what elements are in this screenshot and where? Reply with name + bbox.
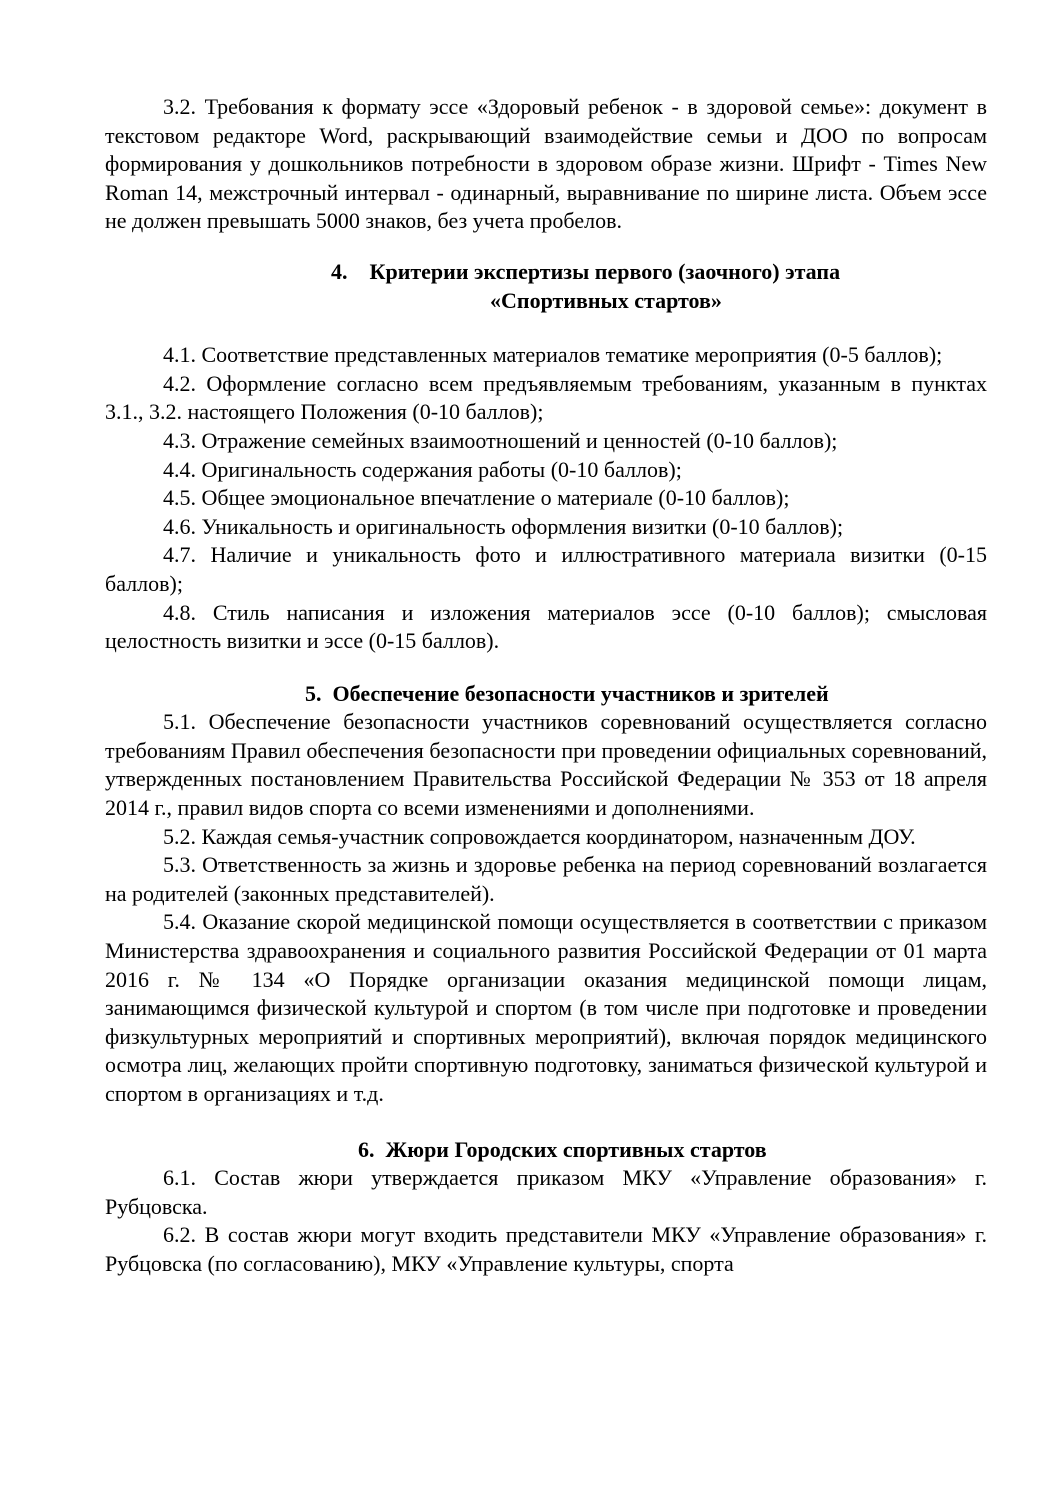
item-5-3: 5.3. Ответственность за жизнь и здоровье ребенка на период соревнований возлагается на родителей (законных представителей).	[105, 852, 987, 906]
paragraph-3-2: 3.2. Требования к формату эссе «Здоровый ребенок - в здоровой семье»: документ в текстовом редакторе Word, раскрывающий взаимодействие семьи и ДОО по вопросам формирования у дошкольников потребности в здоровом образе жизни. Шрифт - Times New Roman 14, межстрочный интервал - одинарный, выравнивание по ширине листа. Объем эссе не должен превышать 5000 знаков, без учета пробелов.	[105, 94, 987, 234]
item-4-2: 4.2. Оформление согласно всем предъявляемым требованиям, указанным в пунктах 3.1., 3.2. настоящего Положения (0-10 баллов);	[105, 370, 987, 425]
document-page	[105, 93, 987, 1279]
section-5-heading: 5. Обеспечение безопасности участников и зрителей	[305, 680, 829, 706]
item-6-1: 6.1. Состав жюри утверждается приказом МКУ «Управление образования» г. Рубцовска.	[105, 1165, 987, 1219]
item-5-2: 5.2. Каждая семья-участник сопровождается координатором, назначенным ДОУ.	[163, 823, 916, 849]
item-6-2: 6.2. В состав жюри могут входить представители МКУ «Управление образования» г. Рубцовска (по согласованию), МКУ «Управление культуры, спорта	[105, 1222, 987, 1276]
item-5-4: 5.4. Оказание скорой медицинской помощи осуществляется в соответствии с приказом Министерства здравоохранения и социального развития Российской Федерации от 01 марта 2016 г. № 134 «О Порядке организации оказания медицинской помощи лицам, занимающимся физической культурой и спортом (в том числе при подготовке и проведении физкультурных мероприятий и спортивных мероприятий), включая порядок медицинского осмотра лиц, желающих пройти спортивную подготовку, заниматься физической культурой и спортом в организациях и т.д.	[105, 909, 987, 1106]
section-6-heading: 6. Жюри Городских спортивных стартов	[358, 1136, 767, 1162]
section-4-heading-line-1: 4. Критерии экспертизы первого (заочного) этапа	[331, 258, 841, 284]
section-4-heading	[105, 258, 987, 315]
item-4-6: 4.6. Уникальность и оригинальность оформления визитки (0-10 баллов);	[163, 513, 844, 539]
item-5-1: 5.1. Обеспечение безопасности участников соревнований осуществляется согласно требованиям Правил обеспечения безопасности при проведении официальных соревнований, утвержденных постановлением Правительства Российской Федерации № 353 от 18 апреля 2014 г., правил видов спорта со всеми изменениями и дополнениями.	[105, 709, 987, 821]
item-4-5: 4.5. Общее эмоциональное впечатление о материале (0-10 баллов);	[163, 485, 790, 511]
item-4-8: 4.8. Стиль написания и изложения материалов эссе (0-10 баллов); смысловая целостность визитки и эссе (0-15 баллов).	[105, 599, 987, 654]
item-4-1: 4.1. Соответствие представленных материалов тематике мероприятия (0-5 баллов);	[163, 342, 943, 368]
item-4-3: 4.3. Отражение семейных взаимоотношений и ценностей (0-10 баллов);	[163, 427, 838, 453]
section-4-heading-line-2: «Спортивных стартов»	[490, 287, 722, 313]
item-4-7: 4.7. Наличие и уникальность фото и иллюстративного материала визитки (0-15 баллов);	[105, 542, 987, 596]
item-4-4: 4.4. Оригинальность содержания работы (0-10 баллов);	[163, 456, 682, 482]
